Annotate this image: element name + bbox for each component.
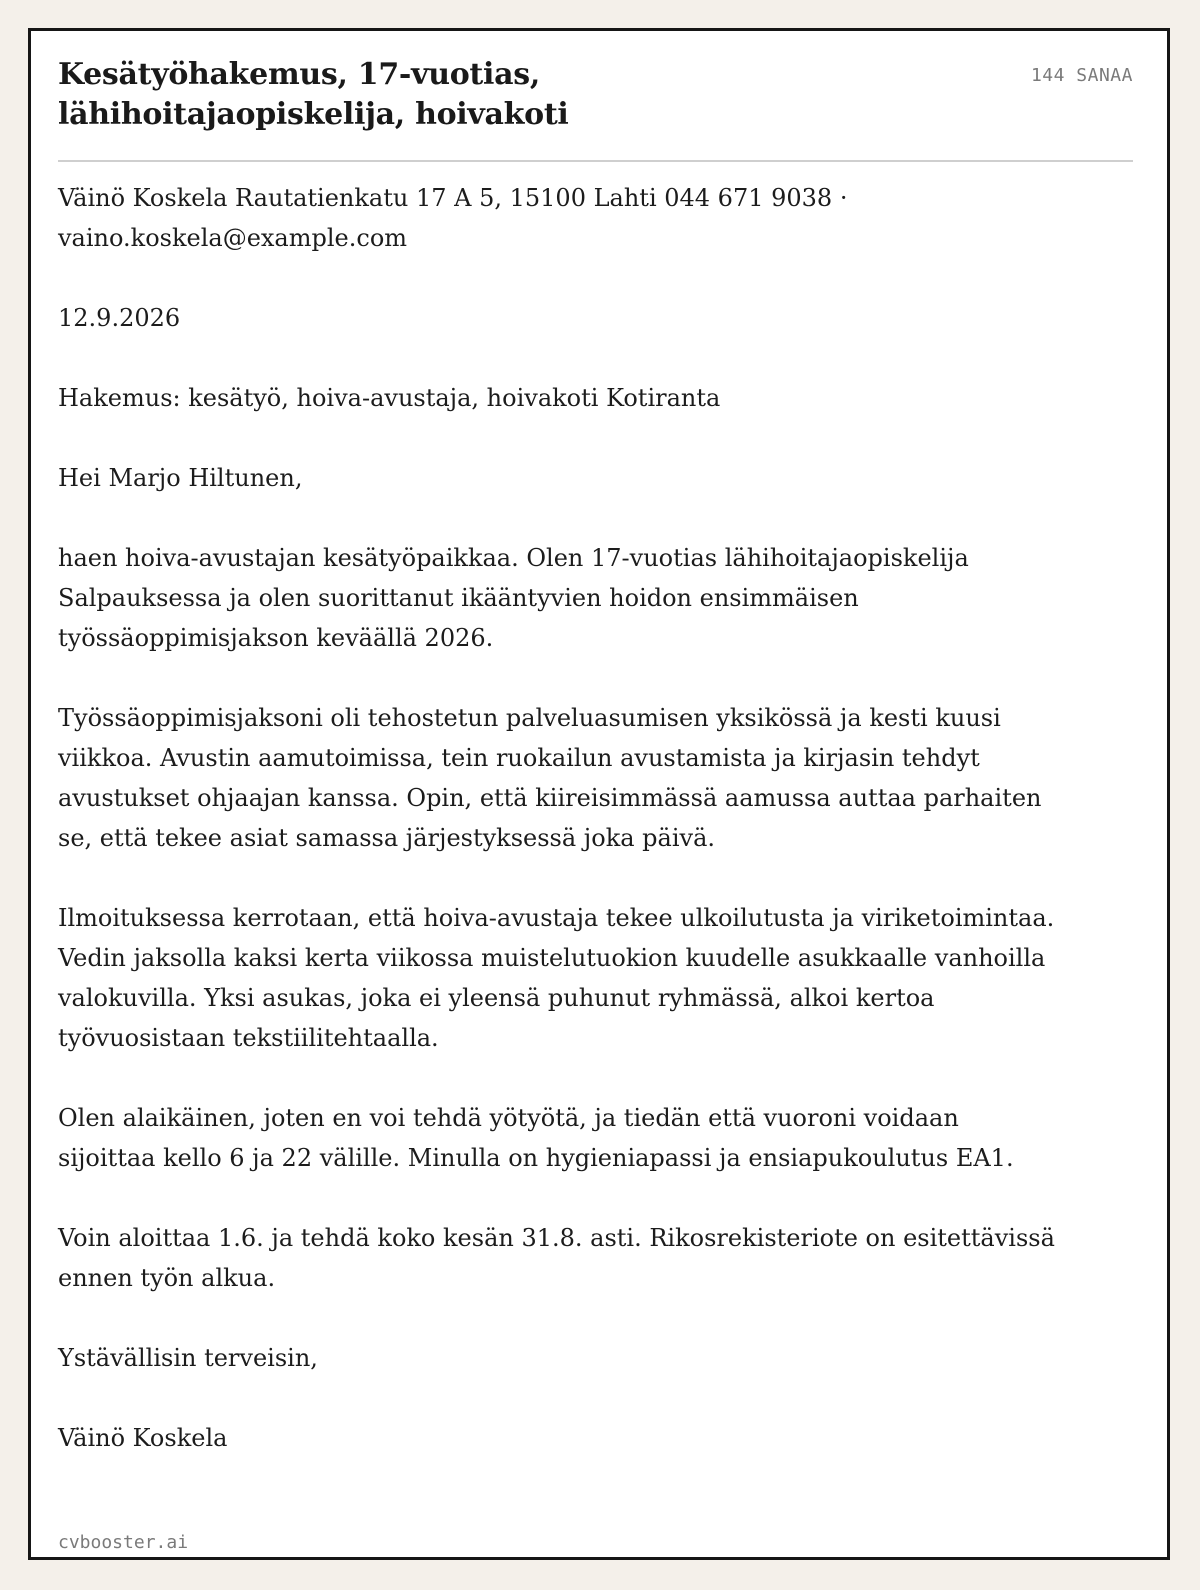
word-count: 144 SANAA — [1030, 65, 1133, 86]
letter-closing: Ystävällisin terveisin, — [58, 1344, 318, 1372]
letter-date: 12.9.2026 — [58, 304, 181, 332]
letter-document — [58, 55, 1133, 1458]
footer-brand: cvbooster.ai — [58, 1532, 189, 1553]
body-paragraph: Työssäoppimisjaksoni oli tehostetun palveluasumisen yksikössä ja kesti kuusi viikkoa. Avustin aamutoimissa, tein ruokailun avustamista ja kirjasin tehdyt avustukset ohjaajan kanssa. Opin, että kiireisimmässä aamussa auttaa parhaiten se, että tekee asiat samassa järjestyksessä joka päivä. — [58, 704, 1042, 852]
letter-body — [58, 162, 1058, 1458]
letter-greeting: Hei Marjo Hiltunen, — [58, 464, 303, 492]
letter-header — [58, 55, 1133, 162]
body-paragraph: Voin aloittaa 1.6. ja tehdä koko kesän 31.8. asti. Rikosrekisteriote on esitettävissä ennen työn alkua. — [58, 1224, 1055, 1292]
document-title: Kesätyöhakemus, 17-vuotias, lähihoitajaopiskelija, hoivakoti — [58, 57, 569, 132]
letter-subject: Hakemus: kesätyö, hoiva-avustaja, hoivakoti Kotiranta — [58, 384, 721, 412]
body-paragraph: Olen alaikäinen, joten en voi tehdä yötyötä, ja tiedän että vuoroni voidaan sijoittaa kello 6 ja 22 välille. Minulla on hygieniapassi ja ensiapukoulutus EA1. — [58, 1104, 1014, 1172]
body-paragraph: haen hoiva-avustajan kesätyöpaikkaa. Olen 17-vuotias lähihoitajaopiskelija Salpauksessa ja olen suorittanut ikääntyvien hoidon ensimmäisen työssäoppimisjakson keväällä 2026. — [58, 544, 969, 652]
letter-signature: Väinö Koskela — [58, 1424, 228, 1452]
contact-line: Väinö Koskela Rautatienkatu 17 A 5, 15100 Lahti 044 671 9038 · vaino.koskela@example.com — [58, 184, 848, 252]
body-paragraph: Ilmoituksessa kerrotaan, että hoiva-avustaja tekee ulkoilutusta ja viriketoimintaa. Vedin jaksolla kaksi kerta viikossa muistelutuokion kuudelle asukkaalle vanhoilla valokuvilla. Yksi asukas, joka ei yleensä puhunut ryhmässä, alkoi kertoa työvuosistaan tekstiilitehtaalla. — [58, 904, 1055, 1052]
letter-frame — [28, 28, 1170, 1560]
